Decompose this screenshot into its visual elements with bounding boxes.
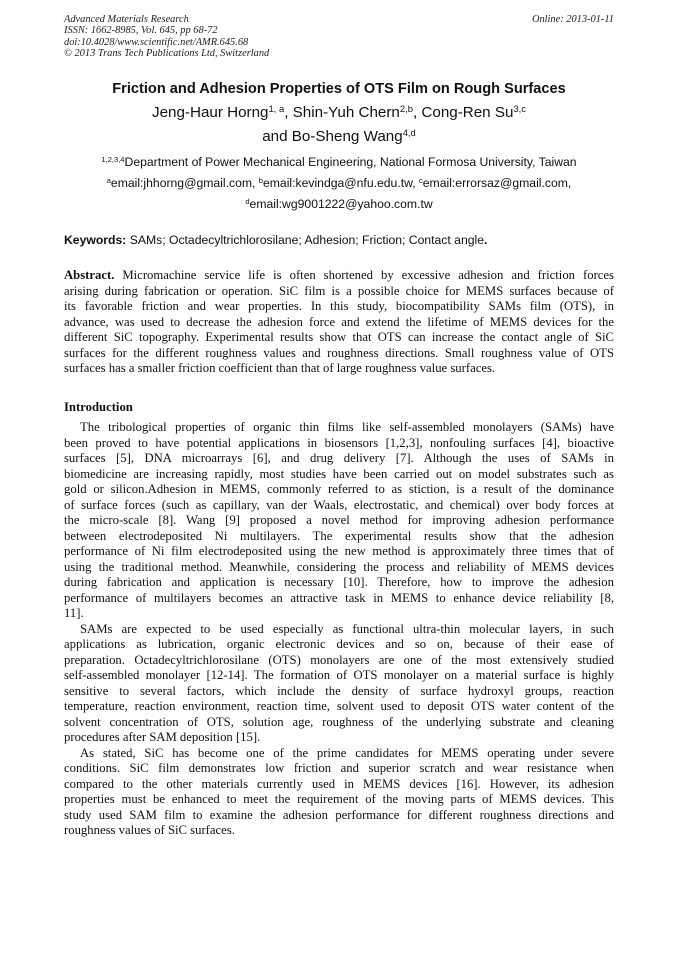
paragraph-line: study used SAM film to examine the adhesion performance for different roughness directions and <box>64 807 614 822</box>
affiliation <box>0 155 678 169</box>
keywords <box>64 233 487 247</box>
email[interactable]: email:wg9001222@yahoo.com.tw <box>249 197 433 211</box>
paragraph-line: been proved to have potential applications in biosensors [1,2,3], nonfouling surfaces [4], bioactive <box>64 435 614 450</box>
doi: doi:10.4028/www.scientific.net/AMR.645.68 <box>64 36 249 48</box>
paragraph-line: applications as lubrication, organic electronic devices and so on, because of their ease of <box>64 637 614 651</box>
email-sup: d <box>245 196 250 206</box>
paragraph-line: using the traditional method. Meanwhile, considering the process and reliability of MEMS devices <box>64 559 614 574</box>
paragraph-line: procedures after SAM deposition [15]. <box>64 730 261 744</box>
abstract-line: advance, was used to decrease the adhesion force and extend the lifetime of MEMS devices for the <box>64 314 614 329</box>
paragraph-line: biomedicine are increasing rapidly, most studies have been carried out on model substrates such as <box>64 466 614 481</box>
email-sup: c <box>419 175 423 185</box>
author-name: and Bo-Sheng Wang <box>262 128 403 145</box>
abstract-line: surfaces for the different roughness values and roughness directions. Small roughness value of OTS <box>64 345 614 360</box>
abstract-label: Abstract. <box>64 268 115 282</box>
keywords-end: . <box>483 233 488 247</box>
paragraph-line: self-assembled monolayer [12-14]. The formation of OTS monolayer on a material surface is highly <box>64 668 614 682</box>
paragraph-line: performance of multilayers becomes an attractive task in MEMS to enhance device reliability [8, <box>64 590 614 605</box>
paper-title: Friction and Adhesion Properties of OTS Film on Rough Surfaces <box>112 81 566 97</box>
author-name: Shin-Yuh Chern <box>292 104 400 121</box>
abstract-line: arising during fabrication or operation. SiC film is a possible choice for MEMS surfaces because of <box>64 283 614 298</box>
journal-header <box>64 14 269 60</box>
affiliation-sup: 1,2,3,4 <box>101 154 125 164</box>
email-sup: b <box>258 175 263 185</box>
copyright: © 2013 Trans Tech Publications Ltd, Switzerland <box>64 48 270 60</box>
abstract-text: Micromachine service life is often shortened by excessive adhesion and friction forces <box>114 268 614 282</box>
paragraph-line: gold or silicon.Adhesion in MEMS, commonly referred to as stiction, is a result of the dominance <box>64 482 614 496</box>
emails-line-2 <box>0 197 678 211</box>
paragraph-line: sensitive to several factors, which include the density of surface hydroxyl groups, reaction <box>64 683 614 698</box>
section-heading-introduction: Introduction <box>64 400 133 414</box>
introduction-body <box>64 420 614 839</box>
abstract-line: surfaces has a smaller friction coefficient than that of large roughness value surfaces. <box>64 361 496 375</box>
author-sup: 2,b <box>399 102 413 114</box>
paragraph-line: SAMs are expected to be used especially as functional ultra-thin molecular layers, in such <box>80 621 614 636</box>
paragraph-line: The tribological properties of organic thin films like self-assembled monolayers (SAMs) have <box>80 420 614 434</box>
author-sup: 4,d <box>402 126 416 138</box>
issn: ISSN: 1662-8985, Vol. 645, pp 68-72 <box>64 25 218 37</box>
paragraph-line: compared to the other materials currently used in MEMS devices [16]. However, its adhesion <box>64 776 614 791</box>
abstract-line: different SiC topography. Experimental results show that OTS can increase the contact angle of SiC <box>64 330 614 344</box>
authors-line-1 <box>0 104 678 121</box>
authors-line-2 <box>0 128 678 145</box>
paragraph-line: conditions. SiC film demonstrates low friction and superior scratch and wear resistance when <box>64 761 614 775</box>
author-name: Jeng-Haur Horng <box>151 104 269 121</box>
paragraph-line: the micro-scale [8]. Wang [9] proposed a novel method for improving adhesion performance <box>64 513 614 527</box>
paragraph-line: performance of Ni film electrodeposited using the new method is approximately three times that of <box>64 544 614 558</box>
keywords-text: SAMs; Octadecyltrichlorosilane; Adhesion; Friction; Contact angle <box>126 233 484 247</box>
email[interactable]: email:jhhorng@gmail.com, <box>110 176 259 190</box>
email-sup: a <box>106 175 111 185</box>
journal-name: Advanced Materials Research <box>64 14 189 25</box>
author-sup: 1, a <box>268 102 285 114</box>
paragraph-line: during fabrication and application is necessary [10]. Therefore, how to improve the adhesion <box>64 575 614 589</box>
paragraph-line: temperature, reaction environment, reaction time, solvent used to deposit OTS water content of the <box>64 699 614 713</box>
author-name: Cong-Ren Su <box>421 104 514 121</box>
paragraph-line: solvent concentration of OTS, solution age, roughness of the underlying substrate and cleaning <box>64 714 614 729</box>
online-date: Online: 2013-01-11 <box>531 14 614 25</box>
abstract-line <box>64 268 614 284</box>
abstract <box>64 268 614 377</box>
separator: , <box>284 104 293 121</box>
keywords-label: Keywords: <box>64 233 127 247</box>
paragraph-line: As stated, SiC has become one of the prime candidates for MEMS operating under severe <box>80 745 614 760</box>
separator: , <box>412 104 422 121</box>
email[interactable]: email:errorsaz@gmail.com, <box>422 176 572 190</box>
paragraph-line: properties must be enhanced to meet the requirement of the moving parts of MEMS devices. This <box>64 792 614 806</box>
author-sup: 3,c <box>513 102 526 114</box>
paragraph-line: between electrodeposited Ni multilayers. The experimental results show that the adhesion <box>64 528 614 543</box>
affiliation-text: Department of Power Mechanical Engineering, National Formosa University, Taiwan <box>124 155 577 169</box>
email[interactable]: email:kevindga@nfu.edu.tw, <box>262 176 419 190</box>
paragraph-line: roughness values of SiC surfaces. <box>64 823 235 837</box>
abstract-line: its favorable friction and wear properties. In this study, biocompatibility SAMs film (OTS), in <box>64 299 614 313</box>
paragraph-line: of surface forces (such as capillary, van der Waals, electrostatic, and chemical) over body forces at <box>64 497 614 512</box>
paragraph-line: surfaces [5], DNA microarrays [6], and drug delivery [7]. Although the uses of SAMs in <box>64 451 614 465</box>
emails-line-1 <box>0 176 678 190</box>
paragraph-line: preparation. Octadecyltrichlorosilane (OTS) monolayers are one of the most extensively studied <box>64 652 614 667</box>
paragraph-line: 11]. <box>64 606 84 620</box>
